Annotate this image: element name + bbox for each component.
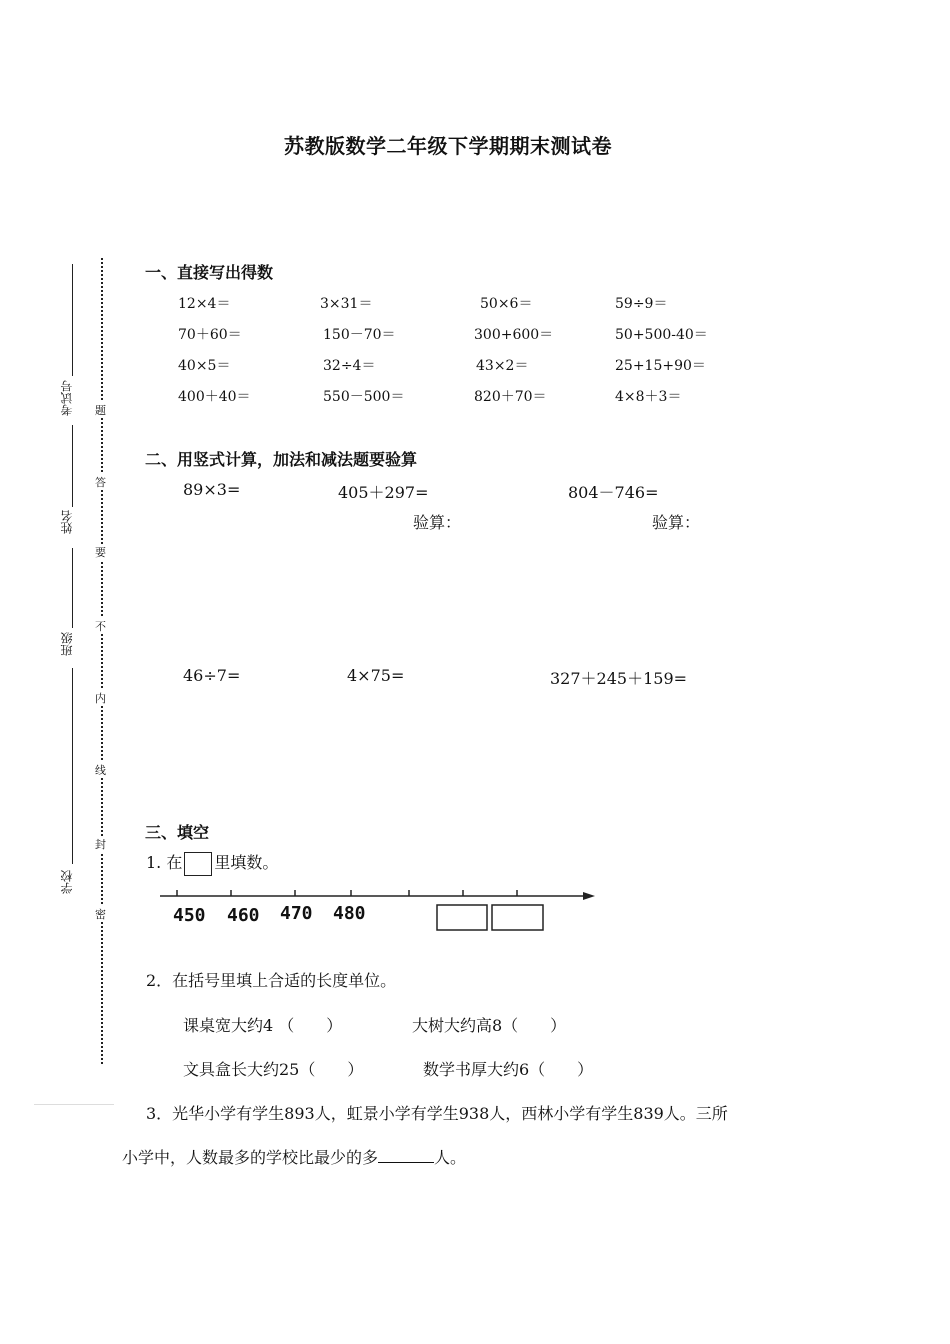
page-title: 苏教版数学二年级下学期期末测试卷 [284,134,612,158]
number-line-axis [155,882,605,934]
math-item: 12×4＝ [178,296,231,312]
math-item: 59÷9＝ [615,296,668,312]
q1-prefix: 1. 在 [146,853,183,872]
math-item: 50×6＝ [480,296,533,312]
section2-heading: 二、用竖式计算，加法和减法题要验算 [145,450,418,469]
unit-item: 数学书厚大约6（ ） [423,1060,594,1079]
vertical-calc-item: 804－746= [568,483,659,502]
question-3-line2 [122,1145,466,1168]
math-item: 400＋40＝ [178,389,251,405]
tick-label: 470 [280,903,313,924]
vertical-calc-item: 405＋297= [338,483,429,502]
seal-char: 答 [95,476,106,489]
math-item: 32÷4＝ [323,358,376,374]
class-line [72,548,73,628]
vertical-calc-item: 327＋245＋159= [550,669,688,688]
divider [34,1104,114,1105]
seal-char: 线 [95,764,106,777]
seal-char: 题 [95,404,106,417]
question-1 [146,850,278,876]
tick-label: 460 [227,905,260,926]
seal-char: 封 [95,838,106,851]
vertical-calc-item: 89×3= [183,480,241,499]
check-label: 验算： [652,513,701,532]
q3-suffix: 人。 [434,1148,467,1167]
name-line [72,425,73,507]
fill-box [184,852,212,876]
seal-char: 要 [95,546,106,559]
vertical-calc-item: 46÷7= [183,666,241,685]
tick-label: 450 [173,905,206,926]
unit-item: 课桌宽大约4 （ ） [183,1016,343,1035]
unit-item: 文具盒长大约25（ ） [183,1060,364,1079]
question-3-line1: 3．光华小学有学生893人，虹景小学有学生938人，西林小学有学生839人。三所 [146,1104,728,1123]
math-item: 150－70＝ [323,327,396,343]
seal-char: 内 [95,692,106,705]
math-item: 25+15+90＝ [615,358,706,374]
unit-item: 大树大约高8（ ） [412,1016,567,1035]
math-item: 50+500-40＝ [615,327,708,343]
section1-heading: 一、直接写出得数 [145,263,274,282]
field-name: 姓名 [60,510,74,534]
answer-blank [378,1148,434,1163]
math-item: 43×2＝ [476,358,529,374]
field-class: 班级 [60,632,74,656]
school-line [72,668,73,864]
seal-char: 不 [95,620,106,633]
section3-heading: 三、填空 [145,823,210,842]
math-item: 70＋60＝ [178,327,242,343]
question-2: 2．在括号里填上合适的长度单位。 [146,971,397,990]
math-item: 820＋70＝ [474,389,547,405]
field-exam-number: 考试号 [60,380,74,416]
vertical-calc-item: 4×75= [347,666,405,685]
seal-char: 密 [95,908,106,921]
math-item: 300+600＝ [474,327,554,343]
math-item: 550－500＝ [323,389,405,405]
math-item: 4×8＋3＝ [615,389,682,405]
math-item: 40×5＝ [178,358,231,374]
check-label: 验算： [413,513,462,532]
field-school: 学校 [60,870,74,894]
seal-dotted-line [101,258,103,1064]
q3-prefix: 小学中，人数最多的学校比最少的多 [122,1148,379,1167]
q1-suffix: 里填数。 [214,853,279,872]
exam-number-line [72,264,73,376]
math-item: 3×31＝ [320,296,373,312]
tick-label: 480 [333,903,366,924]
